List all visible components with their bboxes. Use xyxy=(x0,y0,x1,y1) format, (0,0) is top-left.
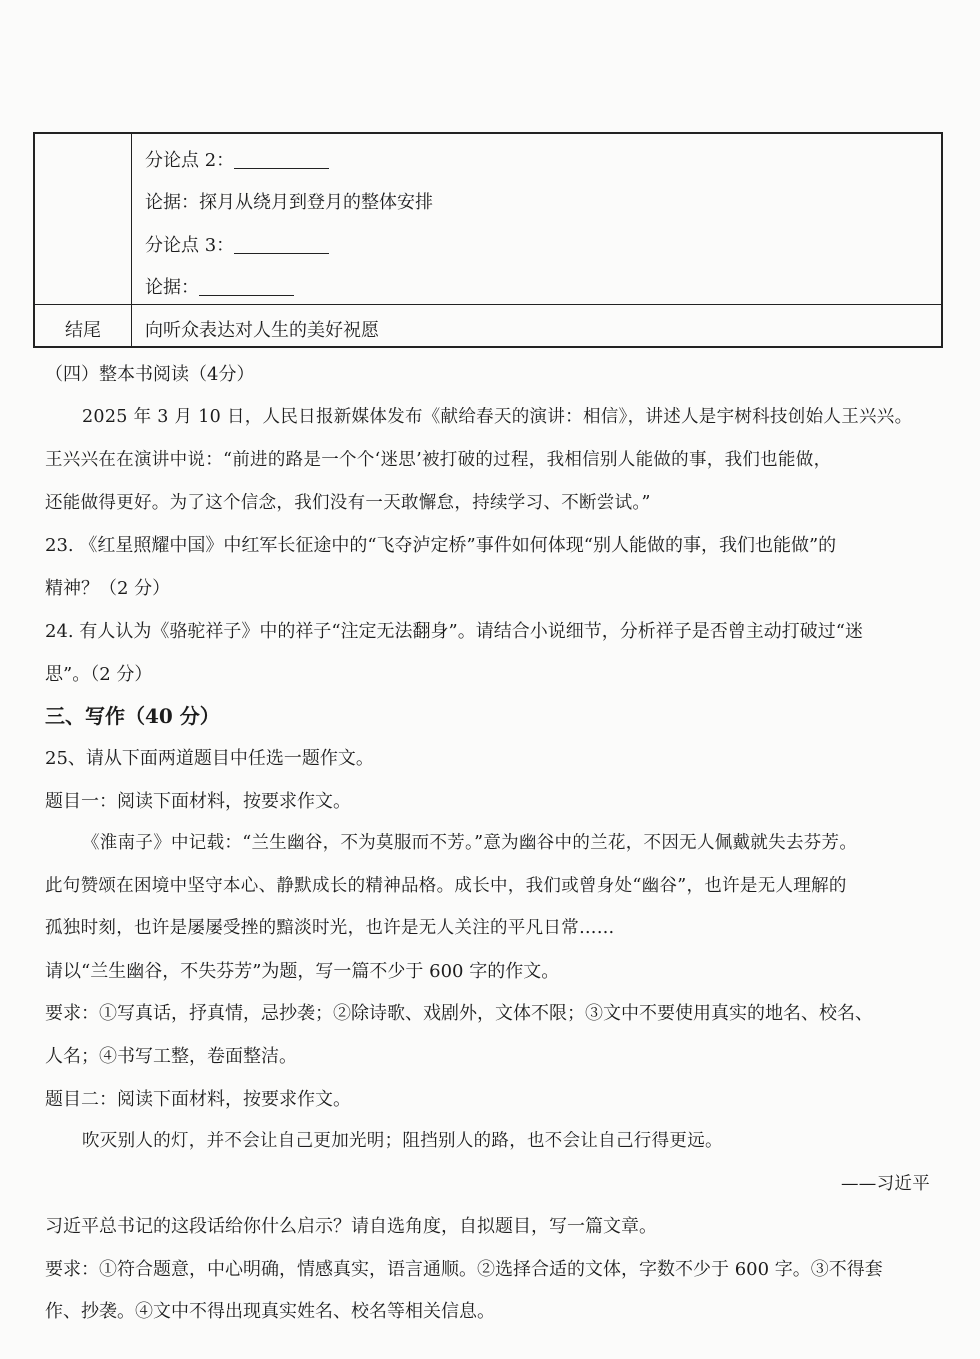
topic1-material: 此句赞颂在困境中坚守本心、静默成长的精神品格。成长中，我们或曾身处“幽谷”，也许是无人理解的 xyxy=(45,876,847,896)
section-four-heading: （四）整本书阅读（4分） xyxy=(45,364,255,385)
question-25: 25、请从下面两道题目中任选一题作文。 xyxy=(45,748,374,769)
material-line: 王兴兴在在演讲中说：“前进的路是一个个‘迷思’被打破的过程，我相信别人能做的事，我们也能做， xyxy=(45,450,832,470)
question-23-cont: 精神？（2 分） xyxy=(45,578,171,599)
table-divider-horizontal xyxy=(35,304,941,305)
material-line: 2025 年 3 月 10 日，人民日报新媒体发布《献给春天的演讲：相信》，讲述人是宇树科技创始人王兴兴。 xyxy=(82,407,913,427)
topic1-requirements: 要求：①写真话，抒真情，忌抄袭；②除诗歌、戏剧外，文体不限；③文中不要使用真实的地名、校名、 xyxy=(45,1003,873,1024)
topic1-material: 《淮南子》中记载：“兰生幽谷，不为莫服而不芳。”意为幽谷中的兰花，不因无人佩戴就失去芬芳。 xyxy=(82,833,858,853)
writing-heading: 三、写作（40 分） xyxy=(45,704,220,728)
sub-point-2-label: 分论点 2： xyxy=(145,150,235,171)
topic2-intro: 题目二：阅读下面材料，按要求作文。 xyxy=(45,1089,351,1110)
answer-blank[interactable] xyxy=(234,150,329,169)
evidence-b-label: 论据： xyxy=(145,277,199,298)
topic1-task: 请以“兰生幽谷，不失芬芳”为题，写一篇不少于 600 字的作文。 xyxy=(45,961,560,982)
table-divider-vertical xyxy=(131,134,132,346)
evidence-b-row xyxy=(145,273,294,299)
evidence-a: 论据：探月从绕月到登月的整体安排 xyxy=(145,192,433,213)
topic2-quote: 吹灭别人的灯，并不会让自己更加光明；阻挡别人的路，也不会让自己行得更远。 xyxy=(82,1131,723,1151)
sub-point-2-row xyxy=(145,146,329,172)
topic1-material: 孤独时刻，也许是屡屡受挫的黯淡时光，也许是无人关注的平凡日常…… xyxy=(45,918,615,938)
question-23: 23. 《红星照耀中国》中红军长征途中的“飞夺泸定桥”事件如何体现“别人能做的事，我们也能做”的 xyxy=(45,535,837,556)
topic2-attribution: ——习近平 xyxy=(841,1174,930,1194)
topic2-requirements: 要求：①符合题意，中心明确，情感真实，语言通顺。②选择合适的文体，字数不少于 600 字。③不得套 xyxy=(45,1259,883,1280)
outline-table xyxy=(33,132,943,348)
sub-point-3-row xyxy=(145,231,329,257)
ending-label: 结尾 xyxy=(65,320,101,341)
ending-content: 向听众表达对人生的美好祝愿 xyxy=(145,320,379,341)
sub-point-3-label: 分论点 3： xyxy=(145,235,235,256)
answer-blank[interactable] xyxy=(234,235,329,254)
answer-blank[interactable] xyxy=(199,277,294,296)
question-24: 24. 有人认为《骆驼祥子》中的祥子“注定无法翻身”。请结合小说细节，分析祥子是否曾主动打破过“迷 xyxy=(45,621,863,642)
topic2-requirements-cont: 作、抄袭。④文中不得出现真实姓名、校名等相关信息。 xyxy=(45,1301,495,1322)
question-24-cont: 思”。（2 分） xyxy=(45,664,153,685)
topic1-requirements-cont: 人名；④书写工整，卷面整洁。 xyxy=(45,1046,297,1067)
material-line: 还能做得更好。为了这个信念，我们没有一天敢懈怠，持续学习、不断尝试。” xyxy=(45,493,651,513)
topic2-task: 习近平总书记的这段话给你什么启示？请自选角度，自拟题目，写一篇文章。 xyxy=(45,1216,657,1237)
topic1-intro: 题目一：阅读下面材料，按要求作文。 xyxy=(45,791,351,812)
